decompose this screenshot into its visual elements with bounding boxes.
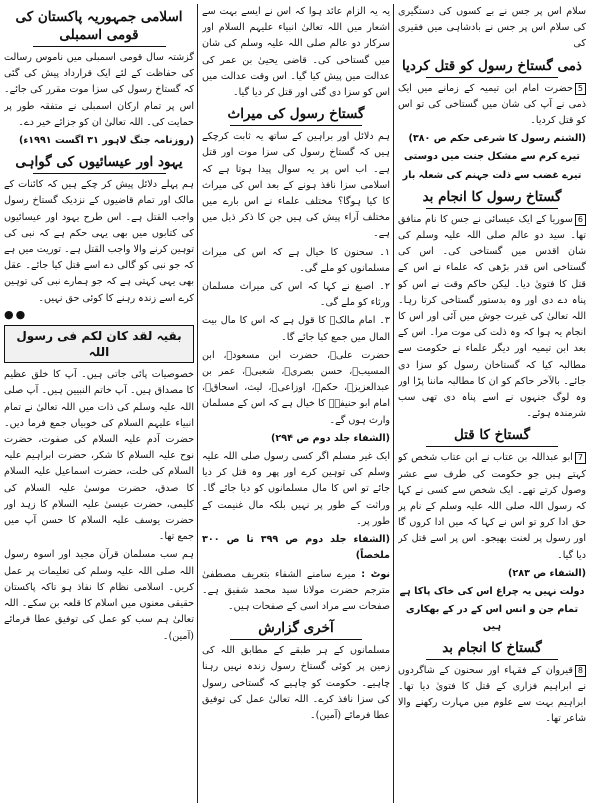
item-number: 7 xyxy=(575,452,586,464)
paragraph xyxy=(398,212,586,423)
note-text: میرے سامنے الشفاء بتعریف مصطفیٰ مترجم حضرت مولانا سید محمد شفیق ہے۔ صفحات سے مراد اسی کے صفحات ہیں۔ xyxy=(202,568,390,612)
heading-underline xyxy=(33,46,166,47)
item-number: 6 xyxy=(575,214,586,226)
citation: (الشفاء جلد دوم ص ۲۹۴) xyxy=(271,432,390,444)
paragraph xyxy=(398,663,586,728)
paragraph: ایک غیر مسلم اگر کسی رسول صلی اللہ علیہ وسلم کی توہین کرے اور پھر وہ قتل کر دیا جائے تو اس کا مال مسلمانوں کو دیا جائے گا۔ وراثت کے طور پر نہیں بلکہ مال غنیمت کے طور پر۔ xyxy=(202,451,390,527)
right-column xyxy=(398,4,586,803)
verse-line: دولت نہیں یہ چراغ اس کی خاک پاکا ہے xyxy=(399,586,585,598)
paragraph-text: قیروان کے فقہاء اور سحنون کے شاگردوں نے ابراہیم فزاری کے قتل کا فتویٰ دیا تھا۔ ابراہیم بہت سے علوم میں مہارت رکھنے والا شاعر تھا۔ xyxy=(398,664,586,725)
heading-underline xyxy=(33,173,166,174)
heading-text: آخری گزارش xyxy=(258,620,334,637)
section-heading xyxy=(398,57,586,78)
item-number: 5 xyxy=(575,83,586,95)
section-heading xyxy=(398,426,586,447)
section-heading xyxy=(202,105,390,126)
citation: (الشفاء جلد دوم ص ۳۹۹ تا ص ۳۰۰ ملخصاً) xyxy=(202,534,390,562)
section-heading xyxy=(4,8,194,47)
paragraph: حضرت علیؓ، حضرت ابن مسعودؓ، ابن المسیبؒ، حسن بصریؒ، شعبیؒ، عمر بن عبدالعزیزؒ، حکمؒ، اوزاعیؒ، لیث، اسحاقؒ، امام ابو حنیفہؒ کا خیال ہے کہ اس کے مسلمان وارث ہوں گے۔ xyxy=(202,349,390,426)
paragraph: ۳۔ امام مالکؒ کا قول ہے کہ اس کا مال بیت المال میں جمع کیا جائے گا۔ xyxy=(202,315,390,343)
heading-underline xyxy=(230,125,362,126)
section-heading xyxy=(202,619,390,640)
verse-line: تیرے غضب سے ذلت جہنم کی شعلہ بار xyxy=(402,169,582,181)
paragraph xyxy=(398,81,586,130)
heading-text: ذمی گستاخ رسول کو قتل کردیا xyxy=(402,57,582,74)
heading-underline xyxy=(426,446,558,447)
paragraph: گزشتہ سال قومی اسمبلی میں ناموس رسالت کی حفاظت کے لئے ایک قرارداد پیش کی گئی کہ گستاخ رسول کی سزا موت مقرر کی جائے۔ اس پر تمام ارکان اسمبلی نے متفقہ طور پر حمایت کی۔ اللہ تعالیٰ ان کو جزائے خیر دے۔ xyxy=(4,52,194,128)
column-divider xyxy=(393,4,394,803)
paragraph: ۲۔ اصبغ نے کہا کہ اس کی میراث مسلمان ورثاء کو ملے گی۔ xyxy=(202,281,390,309)
note-label: نوٹ : xyxy=(361,568,390,580)
item-number: 8 xyxy=(575,665,586,677)
paragraph: یہ یہ الزام عائد ہوا کہ اس نے ایسے بہت سے اشعار میں اللہ تعالیٰ انبیاء علیہم السلام اور سرکار دو عالم صلی اللہ علیہ وسلم کی شان میں گستاخی کی۔ قاضی یحییٰ بن عمر کی عدالت میں پیش کیا گیا۔ اس وقت عدالت میں اس کو سزا دی گئی اور قتل کر دیا گیا۔ xyxy=(202,6,390,99)
section-heading xyxy=(398,639,586,660)
continued-article-box: بقیہ لقد کان لکم فی رسول اللہ xyxy=(4,325,194,363)
paragraph: مسلمانوں کے ہر طبقے کے مطابق اللہ کی زمین پر کوئی گستاخ رسول زندہ نہیں رہنا چاہیے۔ حکومت کو چاہیے کہ گستاخی رسول کی سزا نافذ کرے۔ اللہ تعالیٰ عمل کی توفیق عطا فرمائے (آمین)۔ xyxy=(202,645,390,721)
heading-underline xyxy=(426,208,558,209)
heading-underline xyxy=(230,639,362,640)
paragraph xyxy=(398,450,586,563)
paragraph: ہم پہلے دلائل پیش کر چکے ہیں کہ کائنات کے مالک اور تمام قاضیوں کے نزدیک گستاخ رسول واجب القتل ہے۔ اس طرح یہود اور عیسائیوں کی کتابوں میں بھی یہی حکم ہے کہ نبی کی توہین کرنے والا واجب القتل ہے۔ توریت میں ہے کہ جو نبی کو گالی دے اسے قتل کیا جائے۔ عقل بھی یہی کہتی ہے کہ جو ہمارے نبی کی توہین کرے اسے زندہ رہنے کا کوئی حق نہیں۔ xyxy=(4,179,194,304)
heading-text: یہود اور عیسائیوں کی گواہی xyxy=(15,154,183,171)
heading-text: گستاخ رسول کا انجام بد xyxy=(422,188,562,205)
paragraph: ہم سب مسلمان قرآن مجید اور اسوہ رسول اللہ صلی اللہ علیہ وسلم کی تعلیمات پر عمل کریں۔ اسلامی نظام کا نفاذ ہو تاکہ پاکستان حقیقی معنوں میں اسلام کا قلعہ بن سکے۔ اللہ تعالیٰ ہم سب کو عمل کی توفیق عطا فرمائے (آمین)۔ xyxy=(4,549,194,642)
column-divider xyxy=(197,4,198,803)
citation: (روزنامہ جنگ لاہور ۳۱ اگست ۱۹۹۱ء) xyxy=(18,135,194,147)
heading-underline xyxy=(426,659,558,660)
verse-line: تمام جن و انس اس کے در کے بھکاری ہیں xyxy=(405,604,579,632)
separator-dots: ●● xyxy=(4,307,28,321)
citation: (الشتم رسول کا شرعی حکم ص ۳۸۰) xyxy=(408,133,586,145)
paragraph: خصوصیات پائی جاتی ہیں۔ آپ کا خلق عظیم کا مصداق ہیں۔ آپ خاتم النبیین ہیں۔ آپ صلی اللہ علیہ وسلم کی ذات میں اللہ تعالیٰ نے تمام انبیاء علیہم السلام کی خوبیاں جمع فرما دیں۔ حضرت آدم علیہ السلام کی صفوت، حضرت نوح علیہ السلام کا شکر، حضرت ابراہیم علیہ السلام کی خلت، حضرت اسماعیل علیہ السلام کا صدق، حضرت موسیٰ علیہ السلام کی کلیمی، حضرت عیسیٰ علیہ السلام کا زہد اور حضرت یوسف علیہ السلام کا حسن آپ میں جمع تھا۔ xyxy=(4,369,194,543)
heading-text: گستاخ کا قتل xyxy=(453,427,531,444)
heading-text: اسلامی جمہوریہ پاکستان کی قومی اسمبلی xyxy=(15,9,183,43)
left-column xyxy=(4,4,194,803)
section-heading xyxy=(4,153,194,174)
paragraph-text: سوریا کے ایک عیسائی نے جس کا نام منافق تھا۔ سید دو عالم صلی اللہ علیہ وسلم کی شان اقدس میں گستاخی کی۔ اس کی گستاخی اس قدر بڑھی کہ علماء نے اس کے قتل کا فتویٰ دیا۔ لیکن حاکم وقت نے اس کو پناہ دے دی اور وہ بدستور گستاخی کرتا رہا۔ اللہ تعالیٰ کی غیرت جوش میں آئی اور اس کا انجام یہ ہوا کہ وہ ذلت کی موت مرا۔ اس کے بعد ابن تیمیہ اور دیگر علماء نے حکومت سے مطالبہ کیا کہ گستاخان رسول کو سزا دی جائے۔ بالآخر حاکم کو ان کا مطالبہ ماننا پڑا اور وہ لوگ جنہوں نے اسے پناہ دی تھی سب شرمندہ ہوئے۔ xyxy=(398,213,586,420)
heading-text: گستاخ کا انجام بد xyxy=(442,639,542,656)
middle-column xyxy=(202,4,390,803)
heading-text: گستاخ رسول کی میراث xyxy=(227,106,365,123)
paragraph-text: ابو عبداللہ بن عتاب نے ابن عتاب شخص کو کہتے ہیں جو حکومت کی طرف سے عشر وصول کرتے تھے۔ ایک شخص سے کسی نے کہا کہ رسول اللہ صلی اللہ علیہ وسلم کے نام پر حق ادا کرو تو اس نے کہا کہ میں ادا کروں گا اور رسول پر لعنت بھیجو۔ اس پر اسے قتل کر دیا گیا۔ xyxy=(398,452,586,561)
note-paragraph xyxy=(202,567,390,616)
heading-underline xyxy=(426,77,558,78)
paragraph: ۱۔ سحنون کا خیال ہے کہ اس کی میراث مسلمانوں کو ملے گی۔ xyxy=(202,246,390,274)
intro-paragraph: سلام اس پر جس نے بے کسوں کی دستگیری کی سلام اس پر جس نے بادشاہی میں فقیری کی xyxy=(398,6,586,50)
paragraph-text: حضرت امام ابن تیمیہ کے زمانے میں ایک ذمی نے آپ کی شان میں گستاخی کی تو اس کو قتل کردیا۔ xyxy=(398,82,586,127)
citation: (الشفاء ص ۲۸۳) xyxy=(507,567,586,579)
section-heading xyxy=(398,188,586,209)
paragraph: ہم دلائل اور براہین کے ساتھ یہ ثابت کرچکے ہیں کہ گستاخ رسول کی سزا موت اور قتل ہے۔ اب اس پر یہ سوال پیدا ہوتا ہے کہ اسلامی سزا نافذ ہونے کے بعد اس کی میراث کا کیا ہوگا؟ مختلف علماء نے اس بارے میں مختلف آراء پیش کی ہیں جن کا ذکر ذیل میں ہے۔ xyxy=(202,131,390,240)
verse-line: تیرے کرم سے مشکل جنت میں دوستی xyxy=(403,151,581,163)
